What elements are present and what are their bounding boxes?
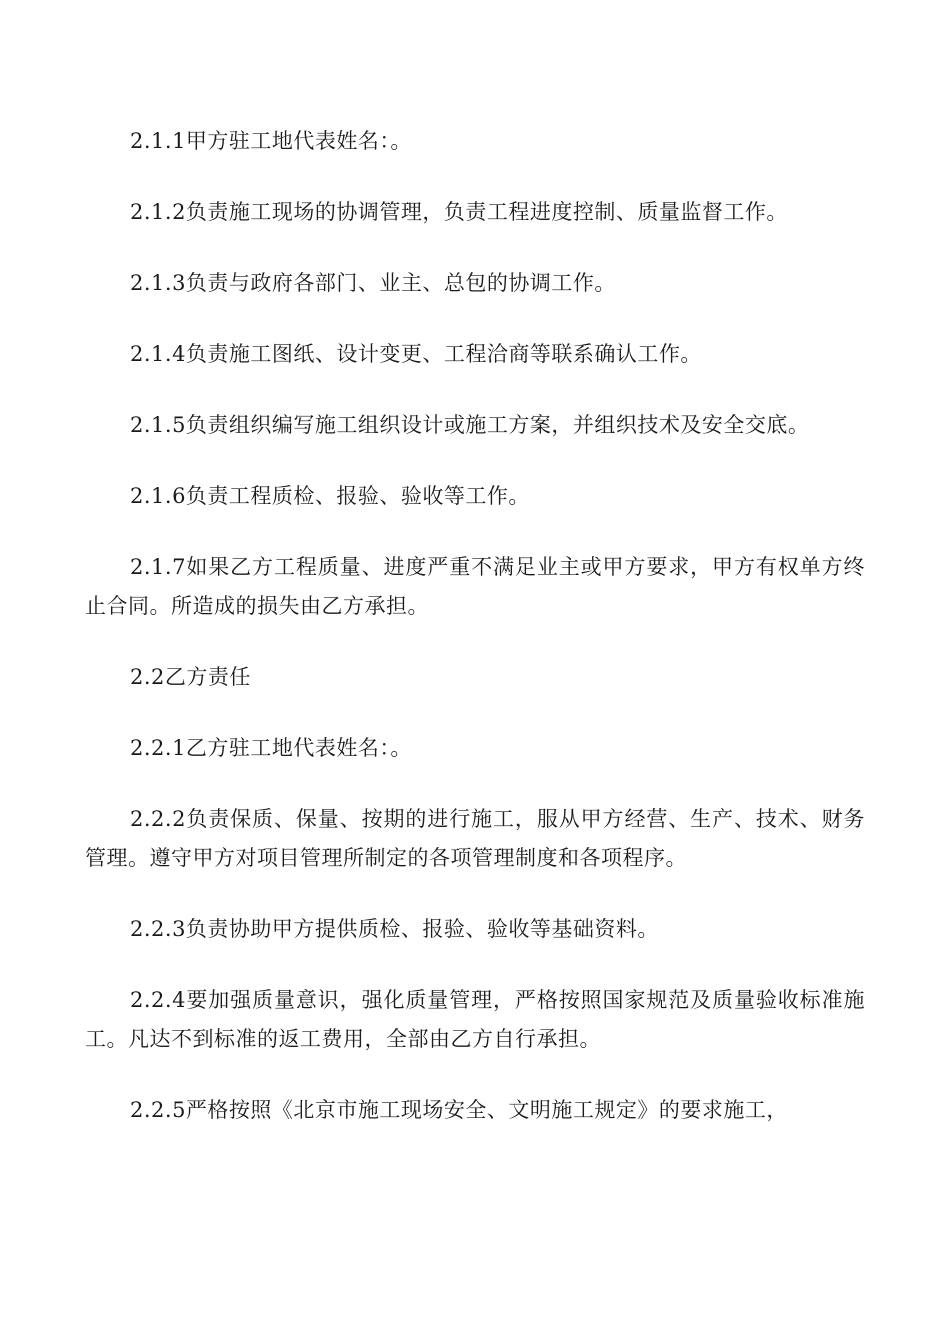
clause-2-2-2: 2.2.2负责保质、保量、按期的进行施工，服从甲方经营、生产、技术、财务管理。遵守甲方对项目管理所制定的各项管理制度和各项程序。	[85, 807, 865, 870]
clause-2-1-3: 2.1.3负责与政府各部门、业主、总包的协调工作。	[130, 271, 616, 295]
clause-2-2-1: 2.2.1乙方驻工地代表姓名：。	[130, 736, 412, 760]
clause-2-2-3: 2.2.3负责协助甲方提供质检、报验、验收等基础资料。	[130, 917, 659, 941]
clause-2-1-1: 2.1.1甲方驻工地代表姓名：。	[130, 129, 412, 153]
document-page	[85, 122, 865, 1162]
clause-2-1-7: 2.1.7如果乙方工程质量、进度严重不满足业主或甲方要求，甲方有权单方终止合同。所造成的损失由乙方承担。	[85, 555, 865, 618]
clause-2-2-4: 2.2.4要加强质量意识，强化质量管理，严格按照国家规范及质量验收标准施工。凡达不到标准的返工费用，全部由乙方自行承担。	[85, 988, 865, 1051]
clause-2-2-5: 2.2.5严格按照《北京市施工现场安全、文明施工规定》的要求施工，	[130, 1098, 788, 1122]
clause-2-1-6: 2.1.6负责工程质检、报验、验收等工作。	[130, 484, 530, 508]
clause-2-1-5: 2.1.5负责组织编写施工组织设计或施工方案，并组织技术及安全交底。	[130, 413, 810, 437]
section-heading-2-2: 2.2乙方责任	[130, 665, 251, 689]
clause-2-1-4: 2.1.4负责施工图纸、设计变更、工程洽商等联系确认工作。	[130, 342, 702, 366]
clause-2-1-2: 2.1.2负责施工现场的协调管理，负责工程进度控制、质量监督工作。	[130, 200, 788, 224]
